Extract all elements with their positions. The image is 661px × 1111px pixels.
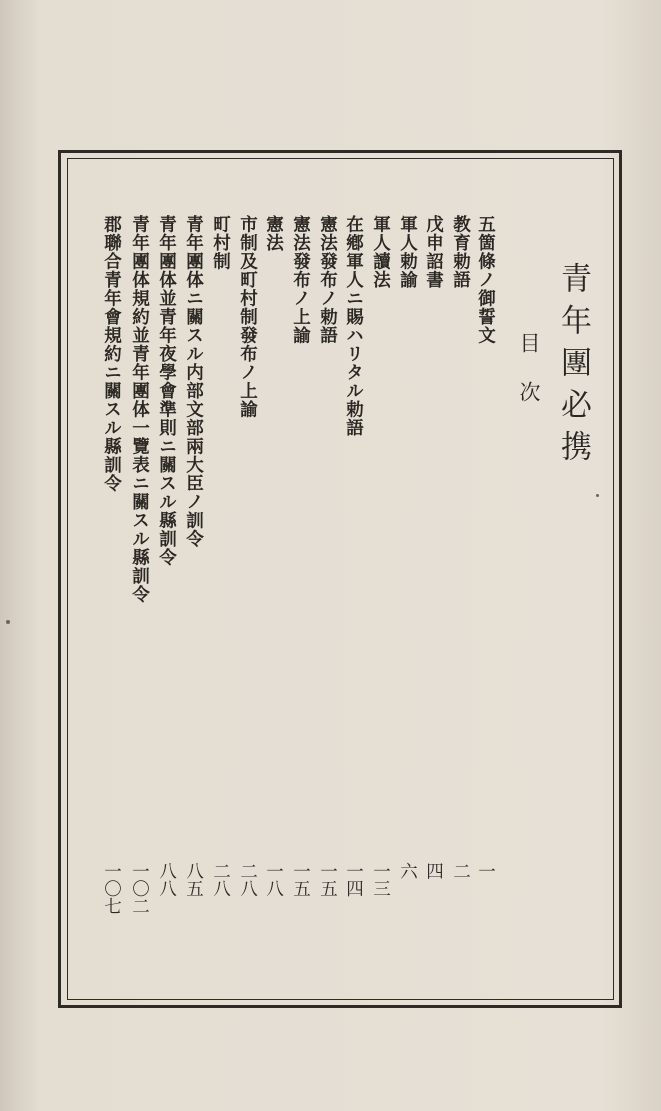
toc-entry: 憲法發布ノ勅語 [317,215,338,345]
toc-entry: 憲法發布ノ上諭 [290,215,311,345]
toc-page-number: 一 [475,862,496,880]
toc-page-number: 一〇七 [101,862,122,915]
toc-page-number: 八五 [183,862,204,897]
toc-entry: 町村制 [210,215,231,271]
toc-page-number: 二八 [210,862,231,897]
toc-entry: 郡聯合青年會規約ニ關スル縣訓令 [101,215,122,493]
toc-page-number: 一四 [343,862,364,897]
toc-entry: 戊申詔書 [423,215,444,289]
toc-page-number: 八八 [156,862,177,897]
toc-entry: 憲法 [263,215,284,252]
paper-spot [596,494,599,497]
toc-entry: 五箇條ノ御誓文 [475,215,496,345]
toc-page-number: 一〇二 [129,862,150,915]
toc-entry: 青年團体ニ關スル内部文部兩大臣ノ訓令 [183,215,204,548]
toc-entry: 軍人讀法 [370,215,391,289]
paper-spot [6,620,10,624]
toc-page-number: 二 [450,862,471,880]
toc-entry: 青年團体規約並青年團体一覽表ニ關スル縣訓令 [129,215,150,604]
toc-entry: 教育勅語 [450,215,471,289]
toc-entry: 青年團体並青年夜學會準則ニ關スル縣訓令 [156,215,177,567]
toc-page-number: 一八 [263,862,284,897]
toc-page-number: 一五 [317,862,338,897]
toc-page-number: 六 [397,862,418,880]
toc-page-number: 四 [423,862,444,880]
toc-page-number: 二八 [237,862,258,897]
toc-entry: 市制及町村制發布ノ上諭 [237,215,258,419]
book-title: 青年團必携 [555,262,591,472]
toc-page-number: 一五 [290,862,311,897]
toc-heading: 目次 [517,332,541,430]
toc-entry: 軍人勅諭 [397,215,418,289]
toc-entry: 在鄕軍人ニ賜ハリタル勅語 [343,215,364,437]
toc-page-number: 一三 [370,862,391,897]
